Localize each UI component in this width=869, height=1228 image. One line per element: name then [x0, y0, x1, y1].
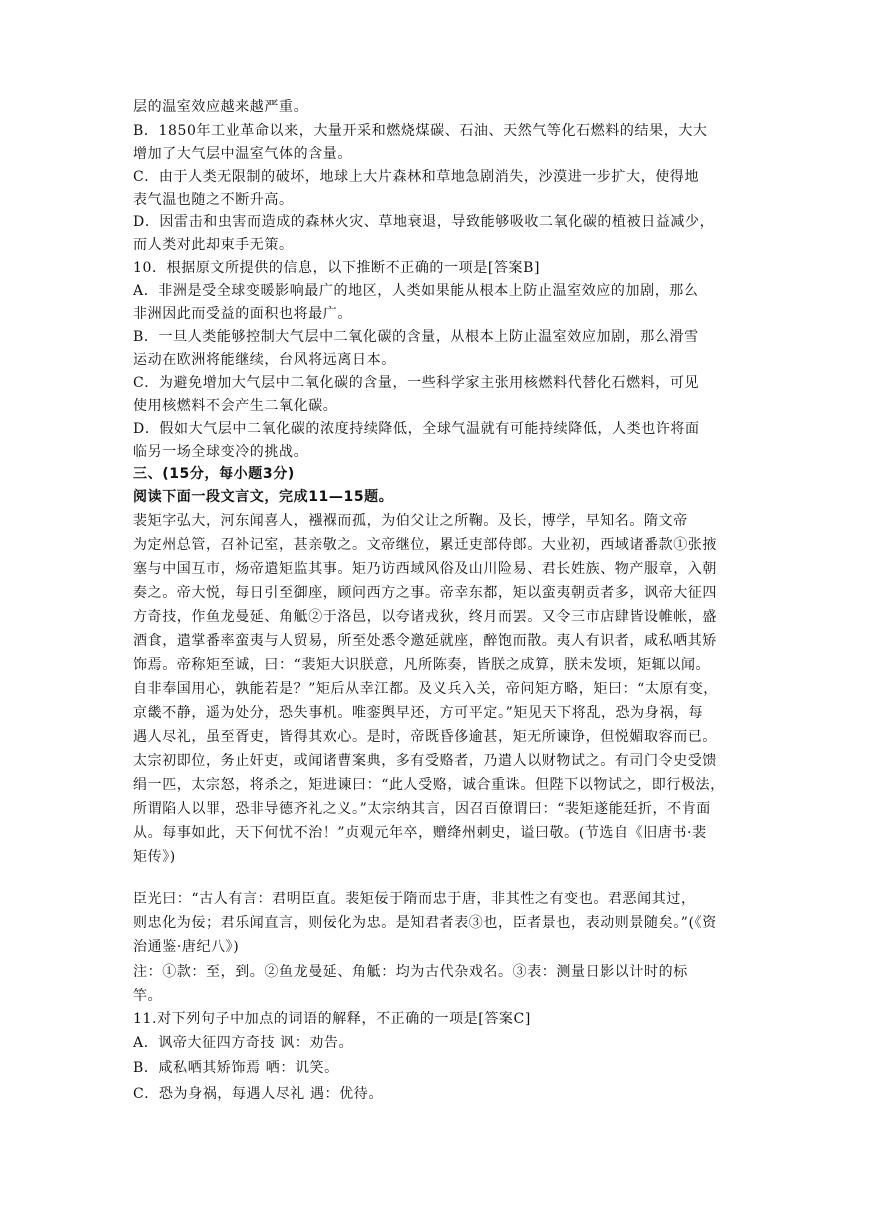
passage-line: 饰焉。帝称矩至诚，曰：“裴矩大识朕意，凡所陈奏，皆朕之成算，朕未发顷，矩辄以闻。: [133, 657, 711, 673]
passage-line: 京畿不静，遥为处分，恐失事机。唯銮舆早还，方可平定。”矩见天下将乱，恐为身祸，每: [133, 705, 704, 721]
text-line: 非洲因此而受益的面积也将最广。: [133, 306, 352, 322]
text-line: D．因雷击和虫害而造成的森林火灾、草地衰退，导致能够吸收二氧化碳的植被日益减少，: [133, 214, 715, 230]
passage-line: 裴矩字弘大，河东闻喜人，襁褓而孤，为伯父让之所鞠。及长，博学，早知名。隋文帝: [133, 513, 688, 529]
footnote-line: 竿。: [133, 988, 163, 1004]
text-line: 而人类对此却束手无策。: [133, 237, 294, 253]
text-line: 增加了大气层中温室气体的含量。: [133, 146, 352, 162]
option-c: C．恐为身祸，每遇人尽礼 遇：优待。: [133, 1086, 383, 1102]
passage-line: 太宗初即位，务止奸吏，或闻诸曹案典，多有受赂者，乃遣人以财物试之。有司门令史受馈: [133, 753, 717, 769]
option-b: B．咸私哂其矫饰焉 哂：讥笑。: [133, 1060, 339, 1076]
text-line: A．非洲是受全球变暖影响最广的地区，人类如果能从根本上防止温室效应的加剧，那么: [133, 283, 699, 299]
section-instruction: 阅读下面一段文言文，完成11—15题。: [133, 489, 394, 505]
commentary-line: 则忠化为佞；君乐闻直言，则佞化为忠。是知君者表③也，臣者景也，表动则景随矣。”(《资: [133, 915, 717, 931]
question-10: 10．根据原文所提供的信息，以下推断不正确的一项是[答案B]: [133, 260, 541, 276]
passage-line: 矩传》): [133, 849, 176, 865]
text-line: 临另一场全球变冷的挑战。: [133, 444, 309, 460]
text-line: C．为避免增加大气层中二氧化碳的含量，一些科学家主张用核燃料代替化石燃料，可见: [133, 375, 700, 391]
passage-line: 自非奉国用心，孰能若是？”矩后从幸江都。及义兵入关，帝问矩方略，矩曰：“太原有变，: [133, 681, 718, 697]
passage-line: 为定州总管，召补记室，甚亲敬之。文帝继位，累迁吏部侍郎。大业初，西域诸番款①张掖: [133, 537, 717, 553]
question-11: 11.对下列句子中加点的词语的解释，不正确的一项是[答案C]: [133, 1011, 531, 1027]
passage-line: 遇人尽礼，虽至胥吏，皆得其欢心。是时，帝既昏侈逾甚，矩无所谏诤，但悦媚取容而已。: [133, 729, 717, 745]
passage-line: 酒食，遣掌番率蛮夷与人贸易，所至处悉令邀延就座，醉饱而散。夷人有识者，咸私哂其矫: [133, 633, 717, 649]
option-a: A．讽帝大征四方奇技 讽：劝告。: [133, 1035, 354, 1051]
text-line: C．由于人类无限制的破坏，地球上大片森林和草地急剧消失，沙漠进一步扩大，使得地: [133, 169, 700, 185]
section-heading: 三、(15分，每小题3分): [133, 466, 295, 482]
passage-line: 方奇技，作鱼龙曼延、角觝②于洛邑，以夸诸戎狄，终月而罢。又令三市店肆皆设帷帐，盛: [133, 609, 717, 625]
commentary-line: 臣光曰：“古人有言：君明臣直。裴矩佞于隋而忠于唐，非其性之有变也。君恶闻其过，: [133, 891, 696, 907]
text-line: 层的温室效应越来越严重。: [133, 99, 309, 115]
commentary-line: 治通鉴·唐纪八》): [133, 939, 240, 955]
text-line: 表气温也随之不断升高。: [133, 192, 294, 208]
text-line: D．假如大气层中二氧化碳的浓度持续降低，全球气温就有可能持续降低，人类也许将面: [133, 421, 700, 437]
text-line: 运动在欧洲将能继续，台风将远离日本。: [133, 352, 396, 368]
footnote-line: 注：①款：至，到。②鱼龙曼延、角觝：均为古代杂戏名。③表：测量日影以计时的标: [133, 964, 688, 980]
passage-line: 所谓陷人以罪，恐非导德齐礼之义。”太宗纳其言，因召百僚谓曰：“裴矩遂能廷折，不肯面: [133, 801, 711, 817]
passage-line: 从。每事如此，天下何忧不治！”贞观元年卒，赠绛州刺史，谥曰敬。(节选自《旧唐书·裴: [133, 825, 707, 841]
text-line: B．1850年工业革命以来，大量开采和燃烧煤碳、石油、天然气等化石燃料的结果，大大: [133, 123, 708, 139]
passage-line: 奏之。帝大悦，每日引至御座，顾问西方之事。帝幸东都，矩以蛮夷朝贡者多，讽帝大征四: [133, 585, 717, 601]
text-line: B．一旦人类能够控制大气层中二氧化碳的含量，从根本上防止温室效应加剧，那么滑雪: [133, 329, 699, 345]
text-line: 使用核燃料不会产生二氧化碳。: [133, 398, 338, 414]
passage-line: 塞与中国互市，炀帝遣矩监其事。矩乃访西域风俗及山川险易、君长姓族、物产服章，入朝: [133, 561, 717, 577]
passage-line: 绢一匹，太宗怒，将杀之，矩进谏曰：“此人受赂，诚合重诛。但陛下以物试之，即行极法，: [133, 777, 725, 793]
